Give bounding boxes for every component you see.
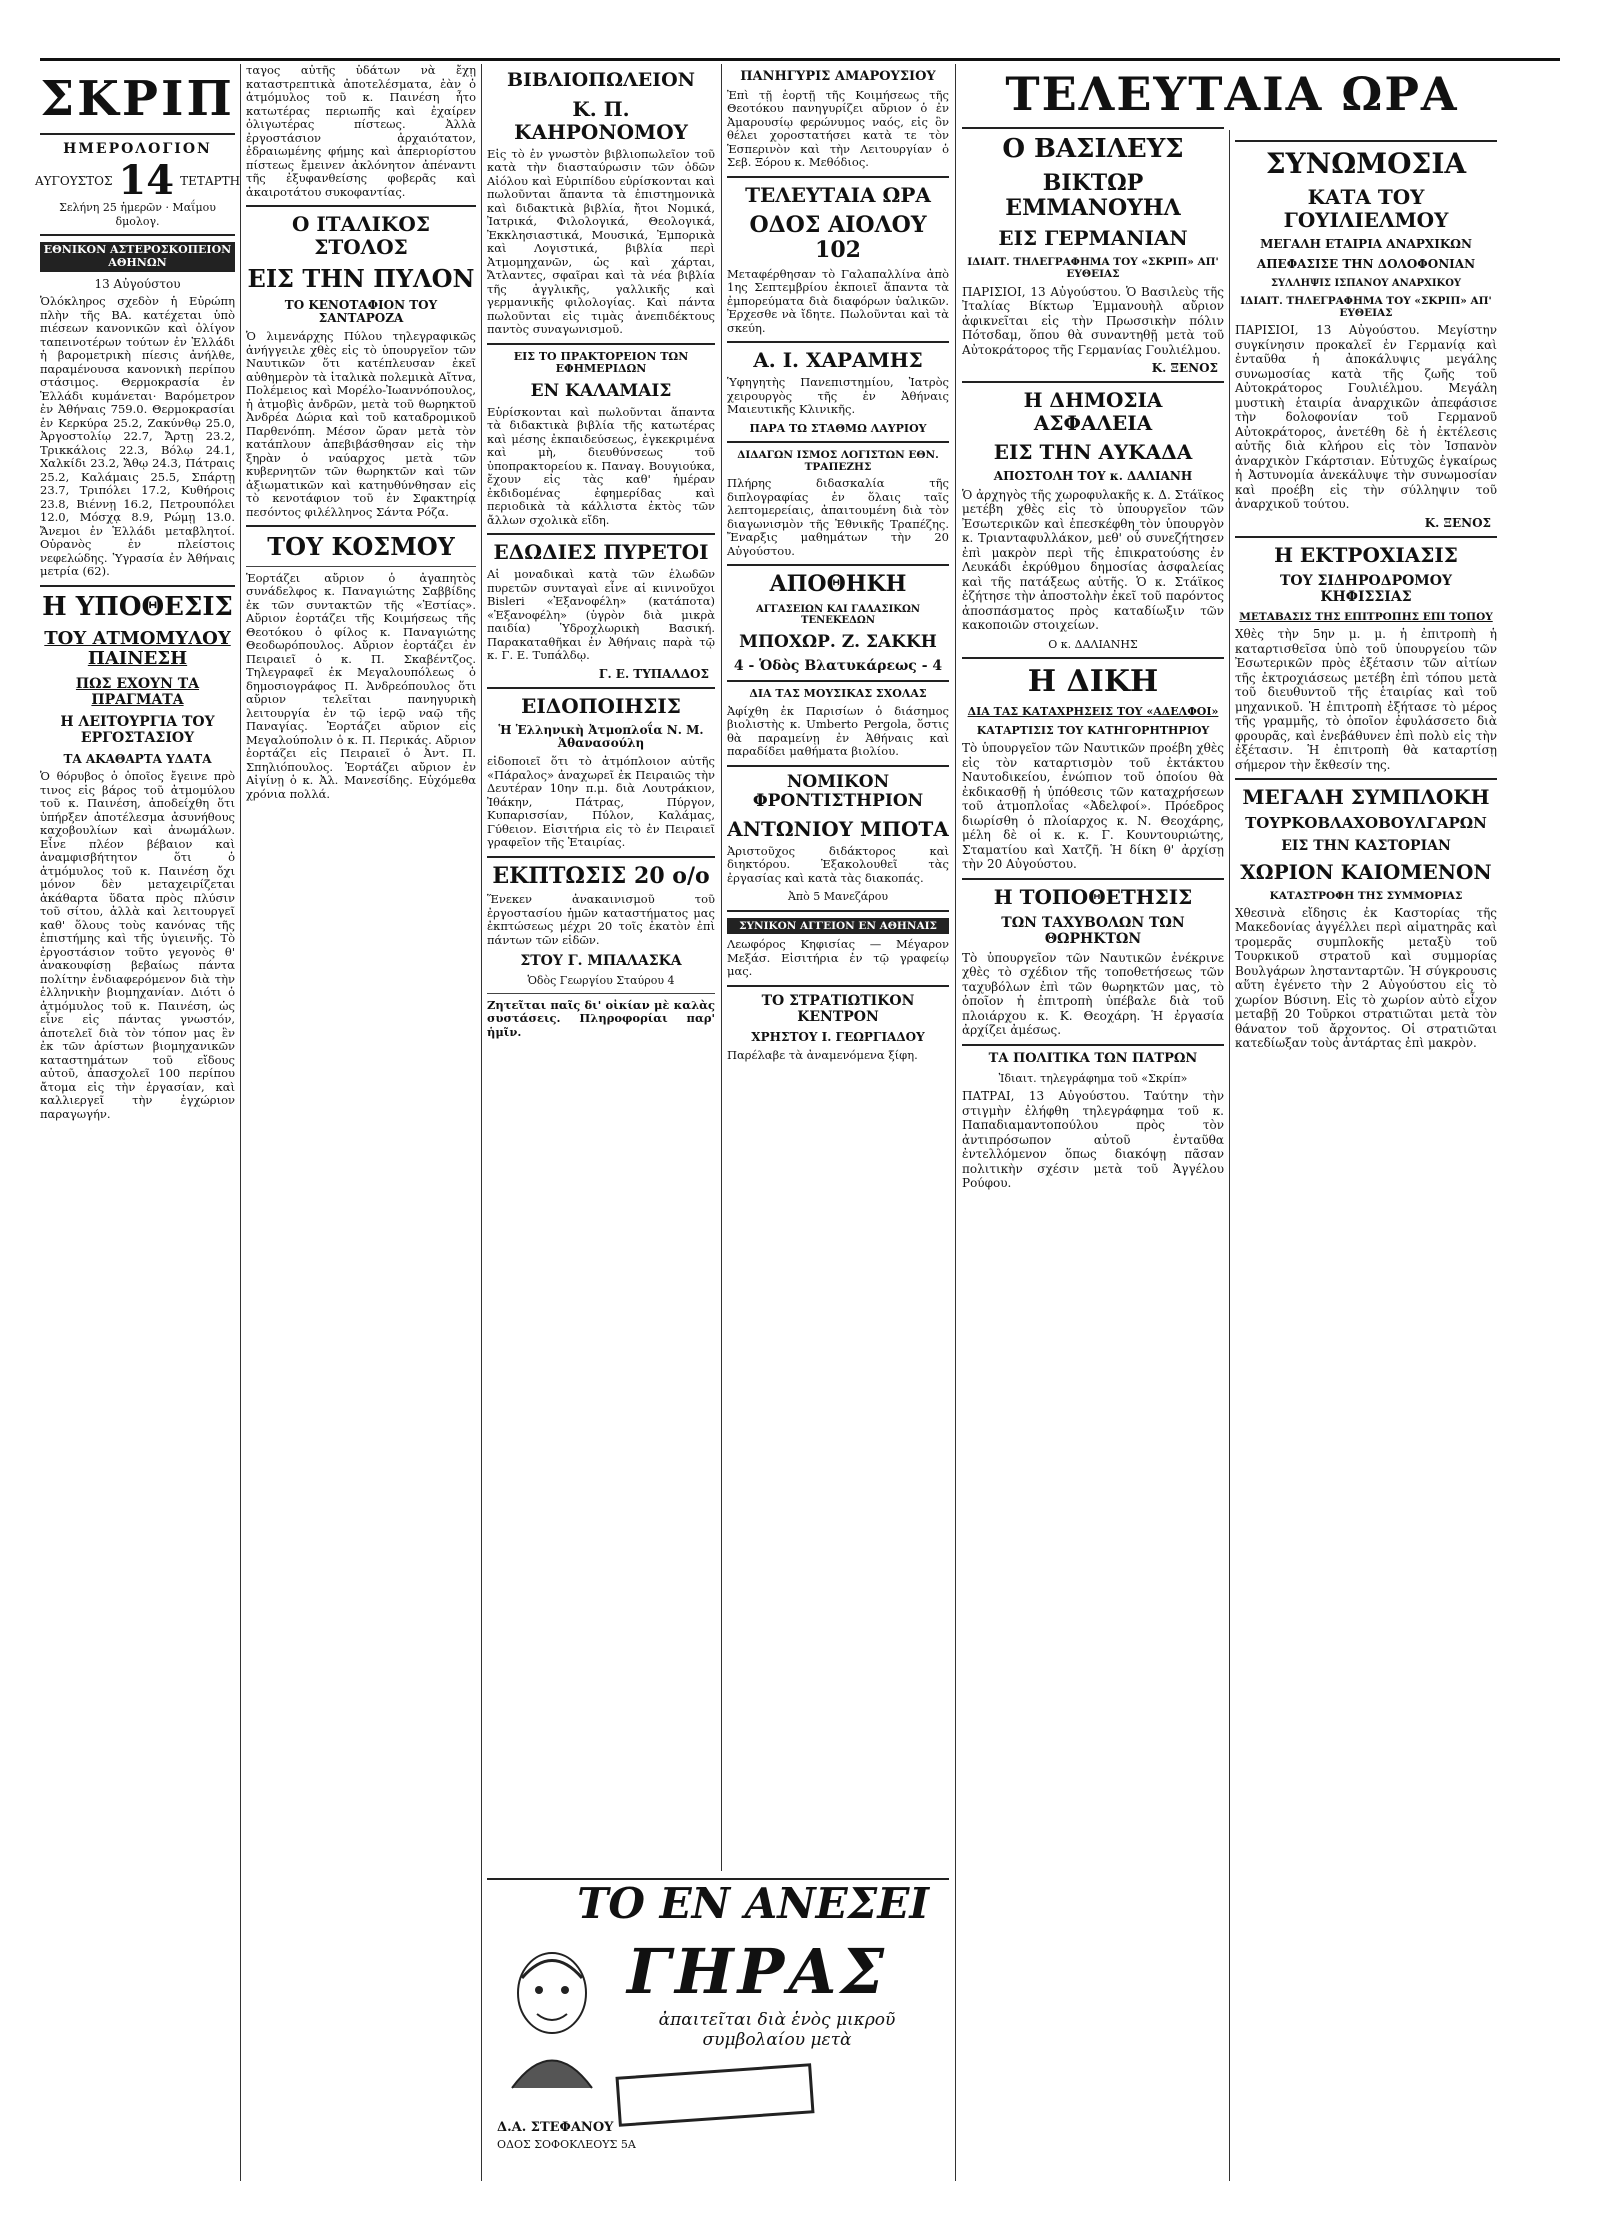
column-3 (487, 64, 715, 1871)
pension-ad (487, 1878, 949, 2180)
clash-heading-4: ΧΩΡΙΟΝ ΚΑΙΟΜΕΝΟΝ (1240, 859, 1492, 884)
king-body: ΠΑΡΙΣΙΟΙ, 13 Αὐγούστου. Ὁ Βασιλεὺς τῆς Ἰταλίας Βίκτωρ Ἐμμανουὴλ αὔριον ἀφικνεῖται εἰς τὴν Πρωσσικὴν πόλιν Πότσδαμ, ὅπου θὰ συναντηθῇ μετὰ τοῦ Αὐτοκράτορος τῆς Γερμανίας Γουλιέλμου. (962, 284, 1224, 357)
plot-subheading: ΜΕΓΑΛΗ ΕΤΑΙΡΙΑ ΑΝΑΡΧΙΚΩΝ (1260, 237, 1472, 252)
law-date: Ἀπὸ 5 Μανεζάρου (787, 890, 889, 904)
security-subheading: ΑΠΟΣΤΟΛΗ ΤΟΥ κ. ΔΑΛΙΑΝΗ (993, 469, 1193, 483)
divider (727, 441, 949, 443)
calendar-label: ΗΜΕΡΟΛΟΓΙΟΝ (63, 141, 212, 158)
ad-line-3: ἀπαιτεῖται διὰ ἑνὸς μικροῦ συμβολαίου μετὰ (658, 2010, 896, 2050)
weekday: ΤΕΤΑΡΤΗ (180, 174, 241, 189)
security-heading: Η ΔΗΜΟΣΙΑ ΑΣΦΑΛΕΙΑ (1023, 388, 1163, 435)
story-continued: ταγος αὐτῆς ὑδάτων νὰ ἔχῃ καταστρεπτικὰ ἀποτελέσματα, ἐὰν ὁ ἀτμόμυλος τοῦ κ. Παινέση ἦτο κατωτέρας περιωπῆς καὶ ἐχαίρεν ὀλιγωτέρας πίστεως. Ἀλλὰ ἐργοστάσιον ἀρχαιότατον, ἐδραιωμένης φήμης καὶ ἀπεριορίστου πίστεως ἔμεινεν ἀκλόνητον ἀπέναντι τῆς ἐξυφανθείσης φοβερᾶς καὶ ἀκαιροτάτου συκοφαντίας. (246, 63, 476, 199)
divider (487, 533, 715, 535)
story-subheading-2: Η ΛΕΙΤΟΥΡΓΙΑ ΤΟΥ ΕΡΓΟΣΤΑΣΙΟΥ (60, 714, 215, 747)
divider (727, 985, 949, 987)
patras-heading: ΤΑ ΠΟΛΙΤΙΚΑ ΤΩΝ ΠΑΤΡΩΝ (988, 1050, 1198, 1066)
plot-heading: ΣΥΝΩΜΟΣΙΑ (1265, 147, 1467, 180)
fever-heading: ΕΔΩΔΙΕΣ ΠΥΡΕΤΟΙ (493, 540, 709, 565)
plot-subheading-4: ΙΔΙΑΙΤ. ΤΗΛΕΓΡΑΦΗΜΑ ΤΟΥ «ΣΚΡΙΠ» ΑΠ' ΕΥΘΕΙΑΣ (1240, 295, 1492, 320)
military-heading: ΤΟ ΣΤΡΑΤΙΩΤΙΚΟΝ ΚΕΝΤΡΟΝ (761, 992, 915, 1025)
agency-body: Εὑρίσκονται καὶ πωλοῦνται ἅπαντα τὰ διδακτικὰ βιβλία τῆς κατωτέρας καὶ μέσης ἐκπαιδεύσεως, ἐγκεκριμένα καὶ μὴ, διευθύνσεως τοῦ ὑποπρακτορείου κ. Παναγ. Βουγιούκα, ἔχουν εἰς τὰς καθ' ἡμέραν ἐκδιδομένας ἐφημερίδας καὶ περιοδικὰ τὰ κάλλιστα ἐκτὸς τῶν ἄλλων σχολικὰ εἴδη. (487, 404, 715, 527)
divider (727, 765, 949, 767)
day-number: 14 (118, 157, 175, 205)
column-1 (34, 64, 241, 2191)
story-body: Ὁ θόρυβος ὁ ὁποῖος ἔγεινε πρὸ τινος εἰς βάρος τοῦ ἀτμομύλου τοῦ κ. Παινέση, ἀποδείχθη ὅτι ὑπήρξεν ἀποτέλεσμα ἀσυνήθους καχοβουλίων καὶ ἀνωμάλων. Εἶνε πλέον βέβαιον καὶ ἀναμφισβήτητον ὅτι ὁ ἀτμόμυλος τοῦ κ. Παινέση ὄχι μόνον δὲν μεταχειρίζεται ἀκάθαρτα ὕδατα πρὸς πλύσιν τοῦ σίτου, ἀλλὰ καὶ λειτουργεῖ καθ' ὅλους τοὺς κανόνας τῆς ἐπιστήμης καὶ τῆς ὑγιεινῆς. Τὸ ἐργοστάσιον τοῦτο γεγονὸς θ' ἀνακουφίσῃ βεβαίως πάντα πολίτην ἐνδιαφερόμενον διὰ τὴν ἑλληνικὴν βιομηχανίαν. Διότι ὁ ἀτμόμυλος τοῦ κ. Παινέση, ὡς εἶνε εἰς πάντας γνωστόν, ἀποτελεῖ διὰ τὸν τόπον μας ἓν ἐκ τῶν ἀρίστων βιομηχανικῶν καταστημάτων τοῦ εἴδους αὐτοῦ, ἀπασχολεῖ 100 περίπου ἄτομα εἰς τὴν ἐργασίαν, καὶ καλλιεργεῖ τὴν ἐγχώριον παραγωγήν. (40, 769, 235, 1121)
military-heading-2: ΧΡΗΣΤΟΥ Ι. ΓΕΩΡΓΙΑΔΟΥ (751, 1029, 925, 1044)
story-subheading: ΠΩΣ ΕΧΟΥΝ ΤΑ ΠΡΑΓΜΑΤΑ (75, 676, 200, 709)
clash-heading: ΜΕΓΑΛΗ ΣΥΜΠΛΟΚΗ (1242, 785, 1490, 810)
music-body: Ἀφίχθη ἐκ Παρισίων ὁ διάσημος βιολιστὴς κ. Umberto Pergola, ὅστις θὰ παραμείνῃ ἐν Ἀθήναις καὶ παραδίδει μαθήματα βιολίου. (727, 703, 949, 759)
divider (246, 205, 476, 207)
derailment-body: Χθὲς τὴν 5ην μ. μ. ἡ ἐπιτροπὴ ἡ καταρτισθεῖσα ὑπὸ τοῦ ὑπουργείου τῶν Ἐσωτερικῶν πρὸς ἐξέτασιν τῶν αἰτίων τῆς ἐκτροχιάσεως μετέβη ἐπὶ τόπου μετὰ τοῦ διευθυντοῦ τῆς ἑταιρίας καὶ τοῦ μηχανικοῦ. Ἡ ἐπιτροπὴ ἐξήτασε τὸ μέρος τῆς γραμμῆς, τὸ ὁποῖον ἐφυλάσσετο διὰ φρουρᾶς, καὶ ἐνεβάθυνεν ἐπὶ πολὺ εἰς τὴν ἐξέτασιν. Ἡ ἐπιτροπὴ θὰ καταρτίσῃ σήμερον τὴν ἔκθεσίν της. (1235, 627, 1497, 772)
divider (727, 680, 949, 682)
trial-subheading-2: ΚΑΤΑΡΤΙΣΙΣ ΤΟΥ ΚΑΤΗΓΟΡΗΤΗΡΙΟΥ (976, 723, 1210, 737)
column-rule (481, 64, 482, 2181)
divider (246, 566, 476, 567)
plot-heading-2: ΚΑΤΑ ΤΟΥ ΓΟΥΙΛΙΕΛΜΟΥ (1283, 185, 1449, 233)
fleet-subheading: ΤΟ ΚΕΝΟΤΑΦΙΟΝ ΤΟΥ ΣΑΝΤΑΡΟΖΑ (284, 297, 438, 326)
divider (40, 133, 235, 135)
fleet-heading-2: ΕΙΣ ΤΗΝ ΠΥΛΟΝ (247, 264, 475, 293)
masthead-title: ΣΚΡΙΠ (40, 71, 235, 127)
observatory-report: Ὁλόκληρος σχεδὸν ἡ Εὐρώπη πλὴν τῆς ΒΑ. κατέχεται ὑπὸ πιέσεων κανονικῶν καὶ ὀλίγον ταπεινοτέρων τούτων ἐν Ἑλλάδι ἡ βαρομετρικὴ πίεσις ἀνήλθε, παραμένουσα κανονικὴ περίπου στάσιμος. Θερμοκρασία ἐν Ἑλλάδι κυμάνεται· Βαρόμετρον ἐν Ἀθήναις 759.0. Θερμοκρασίαι ἐν Κερκύρα 25.2, Ζακύνθῳ 25.0, Ἀργοστολίῳ 22.7, Ἄρτῃ 23.2, Τρικκάλοις 22.3, Βόλῳ 24.1, Χαλκίδι 23.2, Ἄθῳ 24.3, Πάτραις 25.2, Καλάμαις 25.5, Σπάρτῃ 23.7, Τριπόλει 17.2, Κυθήροις 23.8, Βιέννῃ 16.2, Πετρουπόλει 12.0, Μόσχᾳ 8.9, Ρώμῃ 13.0. Ἄνεμοι ἐν Ἑλλάδι μεταβλητοί. Οὐρανὸς ἐν πλείστοις νεφελώδης. Ὑγρασία ἐν Ἀθήναις μετρία (62). (40, 294, 235, 579)
last-hour-body: Μεταφέρθησαν τὸ Γαλαπαλλίνα ἀπὸ 1ης Σεπτεμβρίου ἐκποιεῖ ἅπαντα τὰ ἐμπορεύματα διὰ διαφόρων ὑαλικῶν. Ἐρχεσθε νὰ ἴδητε. Πωλοῦνται καὶ τὰ σκεύη. (727, 266, 949, 335)
doctor-body: Ὑφηγητὴς Πανεπιστημίου, Ἰατρὸς χειρουργὸς τῆς ἐν Ἀθήναις Μαιευτικῆς Κλινικῆς. (727, 375, 949, 417)
story-heading: Η ΥΠΟΘΕΣΙΣ (42, 591, 233, 622)
patras-body: ΠΑΤΡΑΙ, 13 Αὐγούστου. Ταύτην τὴν στιγμὴν ἐλήφθη τηλεγράφημα τοῦ κ. Παπαδιαμαντοπούλου πρὸς τὸν ἀντιπρόσωπον αὐτοῦ ἐνταῦθα ἐντελλόμενον ὅπως διακόψῃ πᾶσαν πολιτικὴν σχέσιν μετὰ τοῦ Ἀγγέλου Ρούφου. (962, 1089, 1224, 1191)
banner-heading: ΤΕΛΕΥΤΑΙΑ ΩΡΑ (1005, 67, 1459, 121)
divider (962, 657, 1224, 659)
king-heading-2: ΒΙΚΤΩΡ ΕΜΜΑΝΟΥΗΛ (1005, 169, 1181, 222)
portrait-illustration (497, 1938, 607, 2088)
discount-body: Ἕνεκεν ἀνακαινισμοῦ τοῦ ἐργοστασίου ἡμῶν καταστήματος μας ἐκπτώσεως μέχρι 20 τοῖς ἑκατὸν ἐπὶ πάντων τῶν εἰδῶν. (487, 892, 715, 947)
divider (1235, 536, 1497, 538)
divider (1235, 778, 1497, 780)
divider (487, 687, 715, 689)
observatory-date: 13 Αὐγούστου (94, 276, 181, 291)
company-seal (615, 2063, 814, 2127)
king-signature: Κ. ΞΕΝΟΣ (1151, 361, 1218, 375)
warehouse-address: 4 - Ὁδὸς Βλατυκάρεως - 4 (733, 658, 943, 675)
festival-body: Ἐπὶ τῇ ἑορτῇ τῆς Κοιμήσεως τῆς Θεοτόκου πανηγυρίζει αὔριον ὁ ἐν Ἀμαρουσίῳ φερώνυμος ναός, εἰς ὃν θέλει χοροστατήσει κατὰ τε τὸν Ἑσπερινὸν καὶ τὴν Λειτουργίαν ὁ Σεβ. Ξόρου κ. Μεθόδιος. (727, 87, 949, 170)
world-heading: ΤΟΥ ΚΟΣΜΟΥ (267, 532, 455, 562)
column-4 (727, 64, 949, 1871)
ad-line-2: ΓΗΡΑΣ (627, 1935, 889, 2008)
festival-heading: ΠΑΝΗΓΥΡΙΣ ΑΜΑΡΟΥΣΙΟΥ (740, 69, 936, 84)
discount-address: Ὁδὸς Γεωργίου Σταύρου 4 (527, 974, 675, 988)
column-rule (721, 64, 722, 1871)
column-2 (246, 64, 476, 2191)
last-hour-address: ΟΔΟΣ ΑΙΟΛΟΥ 102 (749, 211, 927, 264)
music-heading: ΔΙΑ ΤΑΣ ΜΟΥΣΙΚΑΣ ΣΧΟΛΑΣ (749, 687, 927, 701)
notice-subheading: Ἡ Ἑλληνικὴ Ἀτμοπλοΐα Ν. Μ. Ἀθανασούλη (498, 722, 704, 751)
column-rule (1229, 130, 1230, 2181)
trial-body: Τὸ ὑπουργεῖον τῶν Ναυτικῶν προέβη χθὲς εἰς τὸν καταρτισμὸν τοῦ ἐκτάκτου Ναυτοδικείου, ἐνώπιον τοῦ ὁποίου θὰ ἐκδικασθῇ ἡ ὑπόθεσις τῶν καταχρήσεων τοῦ ἀτμοπλοΐας «Ἀδελφοί». Πρόεδρος διωρίσθη ὁ πλοίαρχος κ. Ν. Θεοχάρης, μέλη δὲ οἱ κ. κ. Γ. Κουντουριώτης, Σταματίου καὶ Χατζῆ. Ἡ δίκη θ' ἀρχίσῃ τὴν 20 Αὐγούστου. (962, 741, 1224, 872)
patras-subheading: Ἰδιαιτ. τηλεγράφημα τοῦ «Σκρίπ» (998, 1071, 1188, 1085)
divider (40, 234, 235, 236)
divider (487, 993, 715, 994)
clash-body: Χθεσινὰ εἴδησις ἐκ Καστορίας τῆς Μακεδονίας ἀγγέλλει περὶ αἱματηρᾶς καὶ τρομερᾶς συμπλοκῆς μεταξὺ τοῦ Τουρκικοῦ στρατοῦ καὶ συμμορίας Βουλγάρων ληστανταρτῶν. Ἡ σύγκρουσις αὕτη ἐγένετο τὴν 2 Αὐγούστου εἰς τὸ χωρίον Βύσινη. Εἰς τὸ χωρίον αὐτὸ εἶχον μεταβῇ 20 Τοῦρκοι στρατιῶται μετὰ τὸν θάνατον τοῦ ἄρχοντος. Οἱ στρατιῶται κατεδίωξαν τοὺς ἀντάρτας ἐπὶ μακρὸν. (1235, 905, 1497, 1051)
divider (962, 1044, 1224, 1046)
divider (727, 176, 949, 178)
month: ΑΥΓΟΥΣΤΟΣ (34, 174, 113, 189)
last-hour-heading: ΤΕΛΕΥΤΑΙΑ ΩΡΑ (745, 182, 931, 207)
divider (962, 878, 1224, 880)
story-subheading-3: ΤΑ ΑΚΑΘΑΡΤΑ ΥΔΑΤΑ (63, 751, 212, 766)
bookshop-body: Εἰς τὸ ἐν γνωστὸν βιβλιοπωλεῖον τοῦ κατὰ τὴν διασταύρωσιν τῶν ὁδῶν Αἰόλου καὶ Εὐριπίδου εὑρίσκονται καὶ πωλοῦνται ἅπαντα τὰ ἐπιστημονικὰ καὶ διδακτικὰ βιβλία, ἤτοι Νομικά, Ἰατρικά, Φιλολογικά, Θεολογικά, Ἐκκλησιαστικά, Μουσικά, Ἐμπορικὰ καὶ Λογιστικά, βιβλία περὶ Ἀτμομηχανῶν, ὡς καὶ χάρται, Ἄτλαντες, σφαῖραι καὶ τὰ νέα βιβλία τῆς ἀγγλικῆς, γαλλικῆς καὶ γερμανικῆς φιλολογίας. Καὶ πάντα πωλοῦνται εἰς τιμὰς ἀνεπιδέκτους παντὸς συναγωνισμοῦ. (487, 146, 715, 337)
observatory-heading: ΕΘΝΙΚΟΝ ΑΣΤΕΡΟΣΚΟΠΕΙΟΝ ΑΘΗΝΩΝ (40, 242, 235, 271)
divider (727, 341, 949, 343)
wanted-notice: Ζητεῖται παῖς δι' οἰκίαν μὲ καλὰς συστάσεις. Πληροφορίαι παρ' ἡμῖν. (487, 997, 715, 1039)
divider (40, 585, 235, 587)
doctor-heading: Α. Ι. ΧΑΡΑΜΗΣ (753, 348, 923, 373)
column-rule (240, 64, 241, 2181)
column-rule (955, 64, 956, 2181)
clash-heading-3: ΕΙΣ ΤΗΝ ΚΑΣΤΟΡΙΑΝ (1281, 838, 1451, 855)
clash-heading-2: ΤΟΥΡΚΟΒΛΑΧΟΒΟΥΛΓΑΡΩΝ (1245, 814, 1487, 833)
portrait-icon (497, 1938, 607, 2088)
trial-heading: Η ΔΙΚΗ (1027, 664, 1159, 700)
clash-subheading: ΚΑΤΑΣΤΡΟΦΗ ΤΗΣ ΣΥΜΜΟΡΙΑΣ (1269, 889, 1463, 902)
plot-subheading-2: ΑΠΕΦΑΣΙΣΕ ΤΗΝ ΔΟΛΟΦΟΝΙΑΝ (1256, 256, 1476, 271)
fever-signature: Γ. Ε. ΤΥΠΑΛΔΟΣ (598, 666, 709, 681)
divider (487, 856, 715, 858)
placement-heading: Η ΤΟΠΟΘΕΤΗΣΙΣ (993, 884, 1193, 909)
derailment-heading: Η ΕΚΤΡΟΧΙΑΣΙΣ (1274, 542, 1458, 567)
notice-heading: ΕΙΔΟΠΟΙΗΣΙΣ (521, 693, 681, 718)
trial-subheading: ΔΙΑ ΤΑΣ ΚΑΤΑΧΡΗΣΕΙΣ ΤΟΥ «ΑΔΕΛΦΟΙ» (967, 704, 1219, 718)
king-heading: Ο ΒΑΣΙΛΕΥΣ (1002, 133, 1184, 164)
accountants-heading: ΔΙΔΑΓΩΝ ΙΣΜΟΣ ΛΟΓΙΣΤΩΝ ΕΘΝ. ΤΡΑΠΕΖΗΣ (737, 449, 939, 474)
top-rule (40, 58, 1560, 61)
accountants-body: Πλήρης διδασκαλία τῆς διπλογραφίας ἐν ὅλαις ταῖς λεπτομερείαις, ἀπαιτουμένη διὰ τὸν διαγωνισμὸν τῆς Ἐθνικῆς Τραπέζης. Ἔναρξις μαθημάτων τὴν 20 Αὐγούστου. (727, 476, 949, 558)
notice-body: εἰδοποιεῖ ὅτι τὸ ἀτμόπλοιον αὐτῆς «Πάραλος» ἀναχωρεῖ ἐκ Πειραιῶς τὴν Δευτέραν 10ην π.μ. διὰ Λουτράκιον, Ἰθάκην, Πάτρας, Πύργον, Κυπαρισσίαν, Πύλον, Καλάμας, Γύθειον. Εἰσιτήρια εἰς τὸ ἐν Πειραιεῖ γραφεῖον τῆς Ἑταιρίας. (487, 754, 715, 850)
warehouse-owner: ΜΠΟΧΩΡ. Ζ. ΣΑΚΚΗ (739, 631, 937, 652)
king-heading-3: ΕΙΣ ΓΕΡΜΑΝΙΑΝ (998, 226, 1188, 251)
bookshop-heading: ΒΙΒΛΙΟΠΩΛΕΙΟΝ (506, 69, 696, 91)
derailment-heading-2: ΤΟΥ ΣΙΔΗΡΟΔΡΟΜΟΥ ΚΗΦΙΣΣΙΑΣ (1279, 572, 1452, 605)
divider (962, 381, 1224, 383)
story-heading-2: ΤΟΥ ΑΤΜΟΜΥΛΟΥ ΠΑΙΝΕΣΗ (44, 627, 231, 670)
school-heading: ΣΥΝΙΚΟΝ ΑΓΓΕΙΟΝ ΕΝ ΑΘΗΝΑΙΣ (727, 918, 949, 934)
agency-heading: ΕΙΣ ΤΟ ΠΡΑΚΤΟΡΕΙΟΝ ΤΩΝ ΕΦΗΜΕΡΙΔΩΝ (513, 349, 689, 376)
plot-body: ΠΑΡΙΣΙΟΙ, 13 Αὐγούστου. Μεγίστην συγκίνησιν προκαλεῖ ἐν Γερμανίᾳ καὶ ἐνταῦθα ἡ ἀποκάλυψις μεγάλης συνωμοσίας κατὰ τῆς ζωῆς τοῦ Αὐτοκράτορος Γουλιέλμου. Μεγάλη μυστικὴ ἑταιρία ἀναρχικῶν ἀπεφάσισε τὴν δολοφονίαν τοῦ Γερμανοῦ Αὐτοκράτορος, ἀνετέθη δὲ ἡ ἐκτέλεσις αὐτῆς διὰ κλήρου εἰς τὸν Ἰσπανὸν ἀναρχικὸν Γκάρτσιαν. Εὐτυχῶς ἐγκαίρως ἡ Ἀστυνομία ἀνεκάλυψε τὴν συνωμοσίαν καὶ προέβη εἰς τὴν σύλληψιν τοῦ ἀναρχικοῦ τούτου. (1235, 323, 1497, 512)
discount-shop: ΣΤΟΥ Γ. ΜΠΑΛΑΣΚΑ (520, 953, 682, 970)
placement-body: Τὸ ὑπουργεῖον τῶν Ναυτικῶν ἐνέκρινε χθὲς τὸ σχέδιον τῆς τοποθετήσεως τῶν ταχυβόλων ἐπὶ τῶν θωρηκτῶν μας, τὸ ὁποῖον ἡ ἐπιτροπὴ ὑπέβαλε διὰ τοῦ πλοιάρχου κ. Κ. Θεοχάρη. Ἡ ἐργασία ἀρχίζει ἀμέσως. (962, 950, 1224, 1038)
law-heading: ΝΟΜΙΚΟΝ ΦΡΟΝΤΙΣΤΗΡΙΟΝ (752, 771, 924, 812)
plot-subheading-3: ΣΥΛΛΗΨΙΣ ΙΣΠΑΝΟΥ ΑΝΑΡΧΙΚΟΥ (1270, 277, 1462, 289)
bookshop-heading-2: Κ. Π. ΚΑΗΡΟΝΟΜΟΥ (514, 96, 688, 144)
fleet-body: Ὁ λιμενάρχης Πύλου τηλεγραφικῶς ἀνήγγειλε χθὲς εἰς τὸ ὑπουργεῖον τῶν Ναυτικῶν ὅτι κατέπλευσαν ἐκεῖ αὐθημερὸν τὰ ἰταλικὰ πολεμικὰ Αἴτνα, Πολέμειος καὶ Μορέλο-Ἰωαννόπουλος, ἡ ἀτμοβὶς ἀνδρῶν, μετὰ τοῦ θωρηκτοῦ Ἀνδρέα Δώρια καὶ τοῦ καταδρομικοῦ Παρθενόπη. Μέσον ὥραν μετὰ τὸν κατάπλουν ἀπεβιβάσθησαν εἰς τὴν ξηρὰν ὁ ναύαρχος μετὰ τῶν κυβερνητῶν τῶν θωρηκτῶν καὶ τῶν ἀξιωματικῶν καὶ κατηυθύνθησαν εἰς τὸ κενοτάφιον τοῦ ἐν Σφακτηρίᾳ πεσόντος φιλέλληνος Σάντα Ρόζα. (246, 329, 476, 519)
world-body: Ἑορτάζει αὔριον ὁ ἀγαπητὸς συνάδελφος κ. Παναγιώτης Σαββίδης ἐκ τῶν συντακτῶν τῆς «Ἑστίας». Αὔριον ἑορτάζει τῆς Κοιμήσεως τῆς Θεοτόκου ὁ φίλος κ. Παναγιώτης Θεοδωρόπουλος. Αὔριον ἑορτάζει ἐν Πειραιεῖ ὁ κ. Π. Σκαβέντζος. Τηλεγραφεῖ ἐκ Μεγαλουπόλεως ὁ δημοσιογράφος Π. Ἀνδρεόπουλος ὅτι αὔριον τελεῖται πανηγυρικὴ λειτουργία ἐν τῷ ἱερῷ ναῷ τῆς Παναγίας. Ἑορτάζει αὔριον εἰς Μεγαλούπολιν ὁ κ. Π. Περικάς. Αὔριον ἑορτάζει εἰς Πειραιεῖ ὁ Ἀντ. Π. Σπηλιόπουλος. Ἑορτάζει αὔριον ἐν Αἰγίνῃ ὁ κ. Ἀλ. Μανεσίδης. Εὐχόμεθα χρόνια πολλά. (246, 570, 476, 801)
moon-line: Σελήνη 25 ἡμερῶν · Μαΐμου δμολογ. (59, 201, 216, 228)
divider (1235, 140, 1497, 142)
ad-line-1: ΤΟ ΕΝ ΑΝΕΣΕΙ (577, 1879, 929, 1928)
ad-address: ΟΔΟΣ ΣΟΦΟΚΛΕΟΥΣ 5Α (497, 2138, 636, 2151)
divider (962, 127, 1224, 129)
column-6 (1235, 134, 1497, 2191)
doctor-address: ΠΑΡΑ ΤΩ ΣΤΑΘΜΩ ΛΑΥΡΙΟΥ (749, 421, 927, 435)
security-heading-2: ΕΙΣ ΤΗΝ ΑΥΚΑΔΑ (993, 440, 1193, 464)
fever-body: Αἱ μοναδικαὶ κατὰ τῶν ἑλωδῶν πυρετῶν συνταγαὶ εἶνε αἱ κινινοῦχοι Bisleri «Ἐξανοφέλη» (κατάποτα) «Ἐξανοφέλη» (ὑγρὸν διὰ μικρὰ παιδία) Ὑδροχλωρικὴ Βασική. Παρακαταθῆκαι ἐν Ἀθήναις παρὰ τῷ κ. Γ. Ε. Τυπάλδῳ. (487, 567, 715, 663)
law-heading-2: ΑΝΤΩΝΙΟΥ ΜΠΟΤΑ (727, 816, 949, 841)
king-subheading: ΙΔΙΑΙΤ. ΤΗΛΕΓΡΑΦΗΜΑ ΤΟΥ «ΣΚΡΙΠ» ΑΠ' ΕΥΘΕΙΑΣ (967, 256, 1219, 281)
date-box (34, 157, 241, 205)
school-body: Λεωφόρος Κηφισίας — Μέγαρον Μεξάσ. Εἰσιτήρια ἐν τῷ γραφείῳ μας. (727, 937, 949, 979)
warehouse-subheading: ΑΓΓΑΣΕΙΩΝ ΚΑΙ ΓΑΛΑΣΙΚΩΝ ΤΕΝΕΚΕΔΩΝ (755, 603, 921, 627)
agency-heading-2: ΕΝ ΚΑΛΑΜΑΙΣ (530, 381, 672, 402)
ad-signature: Δ.Α. ΣΤΕΦΑΝΟΥ (497, 2120, 614, 2135)
plot-signature: Κ. ΞΕΝΟΣ (1424, 515, 1491, 530)
derailment-subheading: ΜΕΤΑΒΑΣΙΣ ΤΗΣ ΕΠΙΤΡΟΠΗΣ ΕΠΙ ΤΟΠΟΥ (1239, 611, 1493, 624)
law-body: Ἀριστοῦχος διδάκτορος καὶ διηκτόρου. Ἐξακολουθεῖ τὰς ἐργασίας καὶ κατὰ τὰς διακοπάς. (727, 843, 949, 885)
security-body: Ὁ ἀρχηγὸς τῆς χωροφυλακῆς κ. Δ. Στάϊκος μετέβη χθὲς εἰς τὸ ὑπουργεῖον τῶν Ἐσωτερικῶν καὶ ἐπεσκέφθη τὸν ὑπουργὸν κ. Τριανταφυλλάκον, μεθ' οὗ συνεζήτησεν ἐπὶ μακρὸν περὶ τῆς ἐπικρατούσης ἐν Λευκάδι ἐκρύθμου δημοσίας ἀσφαλείας καὶ τῆς πατάξεως αὐτῆς. Ὁ κ. Στάϊκος ἐζήτησε τὴν ἀποστολὴν ἐκεῖ τοῦ παρόντος ἀποσπάσματος πρὸς καταδίωξιν τῶν κακοποιῶν στοιχείων. (962, 487, 1224, 633)
warehouse-heading: ΑΠΟΘΗΚΗ (769, 571, 907, 598)
security-signature: Ο κ. ΔΑΛΙΑΝΗΣ (1048, 637, 1138, 651)
divider (487, 343, 715, 345)
discount-heading: ΕΚΠΤΩΣΙΣ 20 ο/ο (492, 862, 710, 889)
divider (727, 564, 949, 566)
military-body: Παρέλαβε τὰ ἀναμενόμενα ξίφη. (727, 1047, 918, 1062)
fleet-heading: Ο ΙΤΑΛΙΚΟΣ ΣΤΟΛΟΣ (292, 212, 430, 259)
divider (727, 910, 949, 912)
placement-heading-2: ΤΩΝ ΤΑΧΥΒΟΛΩΝ ΤΩΝ ΘΩΡΗΚΤΩΝ (1001, 914, 1185, 947)
divider (246, 525, 476, 527)
